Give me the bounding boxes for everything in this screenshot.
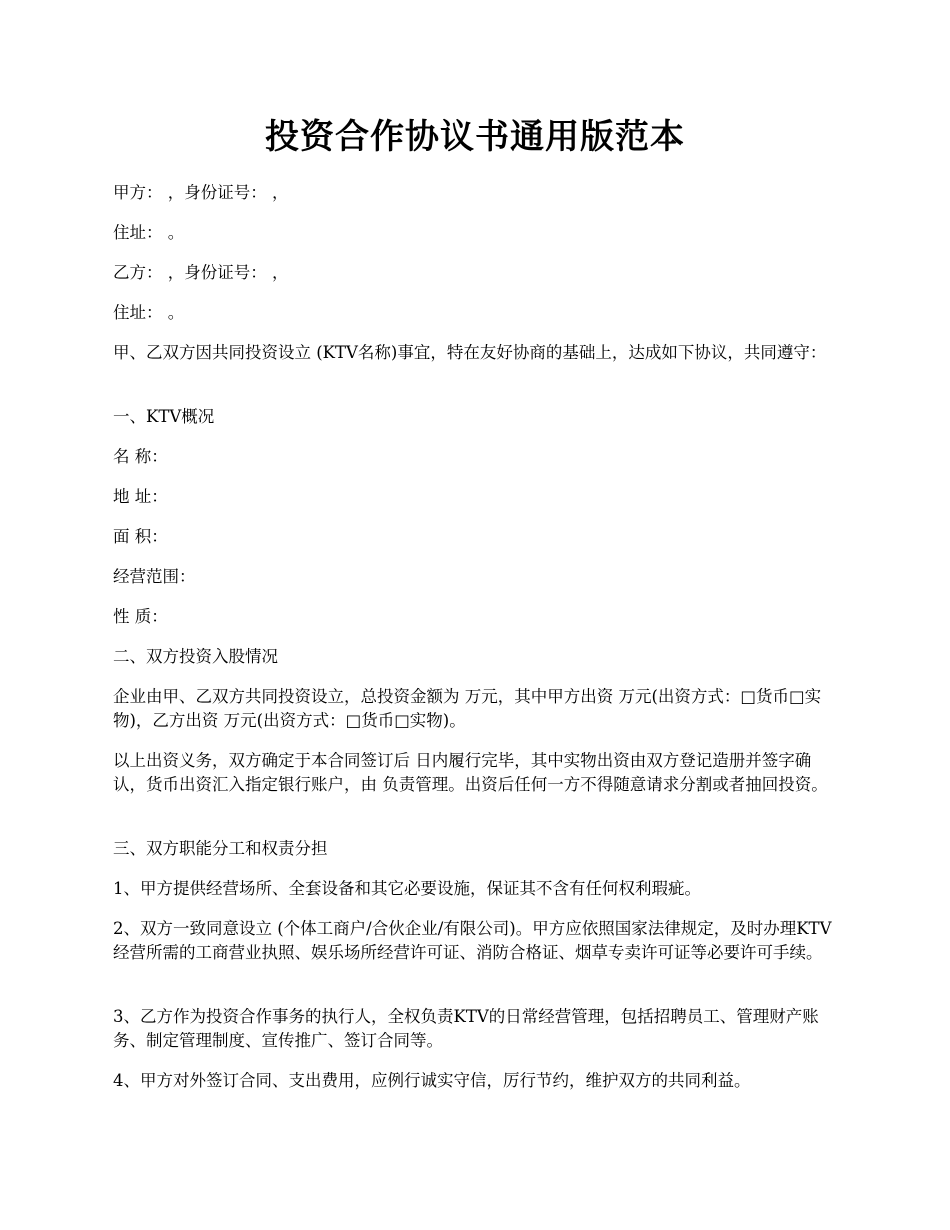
section2-heading: 二、双方投资入股情况: [113, 647, 278, 666]
field-area: 面 积：: [113, 527, 168, 546]
party-b-address: 住址： 。: [113, 303, 185, 322]
section2-paragraph-1: 企业由甲、乙双方共同投资设立，总投资金额为 万元，其中甲方出资 万元(出资方式：□货币□实物)，乙方出资 万元(出资方式：□货币□实物)。: [113, 687, 822, 730]
field-nature: 性 质：: [113, 607, 168, 626]
field-address: 地 址：: [113, 487, 168, 506]
party-b-line: 乙方： ，身份证号： ，: [113, 263, 289, 282]
section3-item-2: 2、双方一致同意设立 (个体工商户/合伙企业/有限公司)。甲方应依照国家法律规定，及时办理KTV经营所需的工商营业执照、娱乐场所经营许可证、消防合格证、烟草专卖许可证等必要许可手续。: [113, 919, 832, 962]
field-name: 名 称：: [113, 447, 168, 466]
document-title: 投资合作协议书通用版范本: [265, 117, 685, 157]
party-a-line: 甲方： ，身份证号： ，: [113, 183, 289, 202]
field-scope: 经营范围：: [113, 567, 196, 586]
intro-paragraph: 甲、乙双方因共同投资设立 (KTV名称)事宜，特在友好协商的基础上，达成如下协议，共同遵守：: [113, 343, 827, 362]
section3-item-1: 1、甲方提供经营场所、全套设备和其它必要设施，保证其不含有任何权利瑕疵。: [113, 879, 701, 898]
section3-item-4: 4、甲方对外签订合同、支出费用，应例行诚实守信，厉行节约，维护双方的共同利益。: [113, 1071, 751, 1090]
section3-item-3: 3、乙方作为投资合作事务的执行人，全权负责KTV的日常经营管理，包括招聘员工、管理财产账务、制定管理制度、宣传推广、签订合同等。: [113, 1007, 819, 1050]
section3-heading: 三、双方职能分工和权责分担: [113, 839, 328, 858]
party-a-address: 住址： 。: [113, 223, 185, 242]
section1-heading: 一、KTV概况: [113, 407, 215, 426]
section2-paragraph-2: 以上出资义务，双方确定于本合同签订后 日内履行完毕，其中实物出资由双方登记造册并签字确认，货币出资汇入指定银行账户，由 负责管理。出资后任何一方不得随意请求分割或者抽回投资。: [113, 751, 828, 794]
